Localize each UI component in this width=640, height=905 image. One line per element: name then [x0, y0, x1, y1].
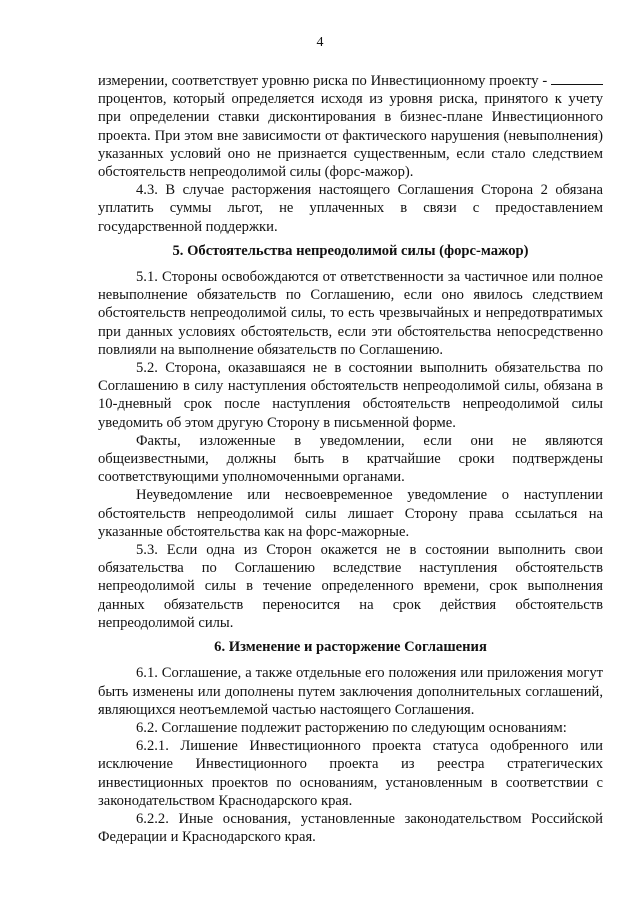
paragraph-notice: Неуведомление или несвоевременное уведомление о наступлении обстоятельств непреодолимой силы лишает Сторону права ссылаться на указанные обстоятельства как на форс-мажорные. — [98, 487, 603, 540]
paragraph-6-2-1: 6.2.1. Лишение Инвестиционного проекта статуса одобренного или исключение Инвестиционного проекта из реестра стратегических инвестиционных проектов по основаниям, установленным в соответствии с законодательством Краснодарского края. — [98, 738, 603, 809]
document-body — [98, 72, 603, 846]
continuation-text-part1: измерении, соответствует уровню риска по Инвестиционному проекту - — [98, 73, 551, 89]
paragraph-5-3: 5.3. Если одна из Сторон окажется не в состоянии выполнить свои обязательства по Соглашению вследствие наступления обстоятельств непреодолимой силы в течение определенного времени, срок выполнения данных обязательств переносится на срок действия обстоятельств непреодолимой силы. — [98, 542, 603, 631]
percent-blank-field — [551, 72, 603, 85]
paragraph-6-2-2: 6.2.2. Иные основания, установленные законодательством Российской Федерации и Краснодарского края. — [98, 810, 603, 846]
continuation-text-part2: процентов, который определяется исходя из уровня риска, принятого к учету при определении ставки дисконтирования в бизнес-плане Инвестиционного проекта. При этом вне зависимости от фактического нарушения (невыполнения) указанных условий оно не признается существенным, если стало следствием обстоятельств непреодолимой силы (форс-мажор). — [98, 91, 603, 181]
paragraph-6-1: 6.1. Соглашение, а также отдельные его положения или приложения могут быть изменены или дополнены путем заключения дополнительных соглашений, являющихся неотъемлемой частью настоящего Соглашения. — [98, 665, 603, 718]
continuation-paragraph — [98, 72, 603, 181]
page-number: 4 — [316, 35, 324, 50]
paragraph-facts: Факты, изложенные в уведомлении, если они не являются общеизвестными, должны быть в кратчайшие сроки подтверждены соответствующими уполномоченными органами. — [98, 432, 603, 486]
section-6-title: 6. Изменение и расторжение Соглашения — [214, 639, 487, 656]
paragraph-5-2: 5.2. Сторона, оказавшаяся не в состоянии выполнить обязательства по Соглашению в силу наступления обстоятельств непреодолимой силы, обязана в 10-дневный срок после наступления обстоятельств непреодолимой силы уведомить об этом другую Сторону в письменной форме. — [98, 360, 603, 431]
paragraph-6-2: 6.2. Соглашение подлежит расторжению по следующим основаниям: — [136, 719, 567, 736]
paragraph-5-1: 5.1. Стороны освобождаются от ответственности за частичное или полное невыполнение обязательств по Соглашению, если оно явилось следствием обстоятельств непреодолимой силы, то есть чрезвычайных и непредотвратимых при данных условиях обстоятельств, если эти обстоятельства непосредственно повлияли на выполнение обязательств по Соглашению. — [98, 269, 603, 358]
paragraph-4-3: 4.3. В случае расторжения настоящего Соглашения Сторона 2 обязана уплатить суммы льгот, не уплаченных в связи с предоставлением государственной поддержки. — [98, 182, 603, 235]
section-5-title: 5. Обстоятельства непреодолимой силы (форс-мажор) — [172, 242, 529, 259]
